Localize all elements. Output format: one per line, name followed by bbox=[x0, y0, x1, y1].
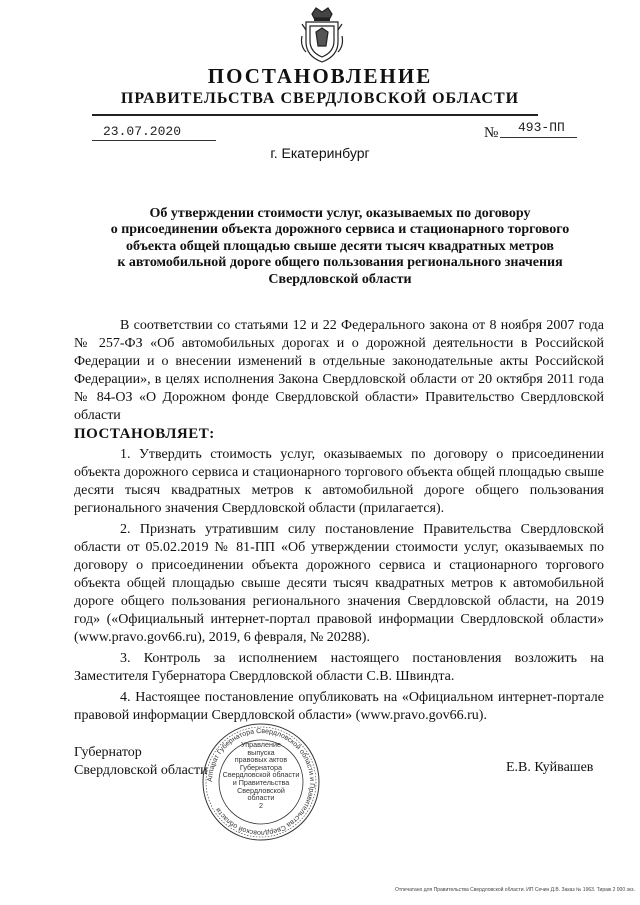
number-sign: № bbox=[484, 125, 499, 141]
number-underline bbox=[500, 137, 577, 138]
stamp-line: Губернатора bbox=[239, 762, 283, 772]
intro-paragraph: В соответствии со статьями 12 и 22 Федерального закона от 8 ноября 2007 года № 257-ФЗ «Об автомобильных дорогах и о дорожной деятельности в Российской Федерации и о внесении изменений в отдельные законодательные акты Российской Федерации», в целях исполнения Закона Свердловской области от 20 октября 2011 года № 84-ОЗ «О Дорожном фонде Свердловской области» Правительство Свердловской области bbox=[74, 318, 604, 423]
stamp-number: 2 bbox=[259, 800, 263, 810]
heading-line: Свердловской области bbox=[268, 271, 412, 287]
heading-line: объекта общей площадью свыше десяти тысяч квадратных метров bbox=[126, 238, 554, 254]
document-number: 493-ПП bbox=[518, 120, 565, 135]
city-label: г. Екатеринбург bbox=[270, 145, 370, 161]
stamp-line: правовых актов bbox=[234, 755, 288, 765]
heading-line: о присоединении объекта дорожного сервиса и стационарного торгового bbox=[110, 222, 570, 238]
signatory-position-line: Свердловской области bbox=[74, 763, 208, 778]
stamp-line: Управление bbox=[241, 740, 281, 749]
document-heading bbox=[70, 206, 610, 288]
resolves-label: ПОСТАНОВЛЯЕТ: bbox=[74, 426, 215, 442]
item-4-paragraph: 4. Настоящее постановление опубликовать на «Официальном интернет-портале правовой информации Свердловской области» (www.pravo.gov66.ru). bbox=[74, 690, 604, 723]
stamp-line: Свердловской области bbox=[222, 770, 300, 780]
header-divider bbox=[92, 114, 538, 116]
stamp-line: области bbox=[247, 793, 275, 803]
date-underline bbox=[92, 140, 216, 141]
document-body bbox=[74, 317, 604, 725]
heading-line: Об утверждении стоимости услуг, оказываемых по договору bbox=[149, 206, 531, 221]
stamp-line: Свердловской bbox=[237, 785, 285, 795]
item-3-paragraph: 3. Контроль за исполнением настоящего постановления возложить на Заместителя Губернатора Свердловской области С.В. Швиндта. bbox=[74, 651, 604, 684]
signatory-name: Е.В. Куйвашев bbox=[506, 760, 594, 775]
document-subtitle: ПРАВИТЕЛЬСТВА СВЕРДЛОВСКОЙ ОБЛАСТИ bbox=[120, 90, 520, 107]
document-title: ПОСТАНОВЛЕНИЕ bbox=[207, 64, 433, 88]
stamp-line: и Правительства bbox=[232, 777, 290, 787]
document-date: 23.07.2020 bbox=[103, 124, 182, 139]
stamp-line: выпуска bbox=[247, 747, 275, 757]
print-footer: Отпечатано для Правительства Свердловской области. ИП Сечин Д.В. Заказ № 1963. Тираж 2 000 экз. bbox=[394, 887, 635, 893]
item-2-paragraph: 2. Признать утратившим силу постановление Правительства Свердловской области от 05.02.2019 № 81-ПП «Об утверждении стоимости услуг, оказываемых по договору о присоединении объекта дорожного сервиса и стационарного торгового объекта общей площадью свыше десяти тысяч квадратных метров к автомобильной дороге общего пользования регионального значения Свердловской области, на 2019 год» («Официальный интернет-портал правовой информации Свердловской области» (www.pravo.gov66.ru), 2019, 6 февраля, № 20288). bbox=[74, 522, 604, 645]
item-1-paragraph: 1. Утвердить стоимость услуг, оказываемых по договору о присоединении объекта дорожного сервиса и стационарного торгового объекта общей площадью свыше десяти тысяч квадратных метров к автомобильной дороге общего пользования регионального значения Свердловской области (прилагается). bbox=[74, 447, 604, 516]
signatory-position-line: Губернатор bbox=[74, 745, 142, 760]
stamp-inner-text bbox=[221, 741, 301, 809]
signatory-position bbox=[74, 744, 208, 780]
heading-line: к автомобильной дороге общего пользования регионального значения bbox=[117, 255, 563, 271]
coat-of-arms-emblem bbox=[300, 6, 344, 64]
stamp-ring-text: Аппарат Губернатора Свердловской области и Правительства Свердловской области bbox=[206, 727, 316, 837]
